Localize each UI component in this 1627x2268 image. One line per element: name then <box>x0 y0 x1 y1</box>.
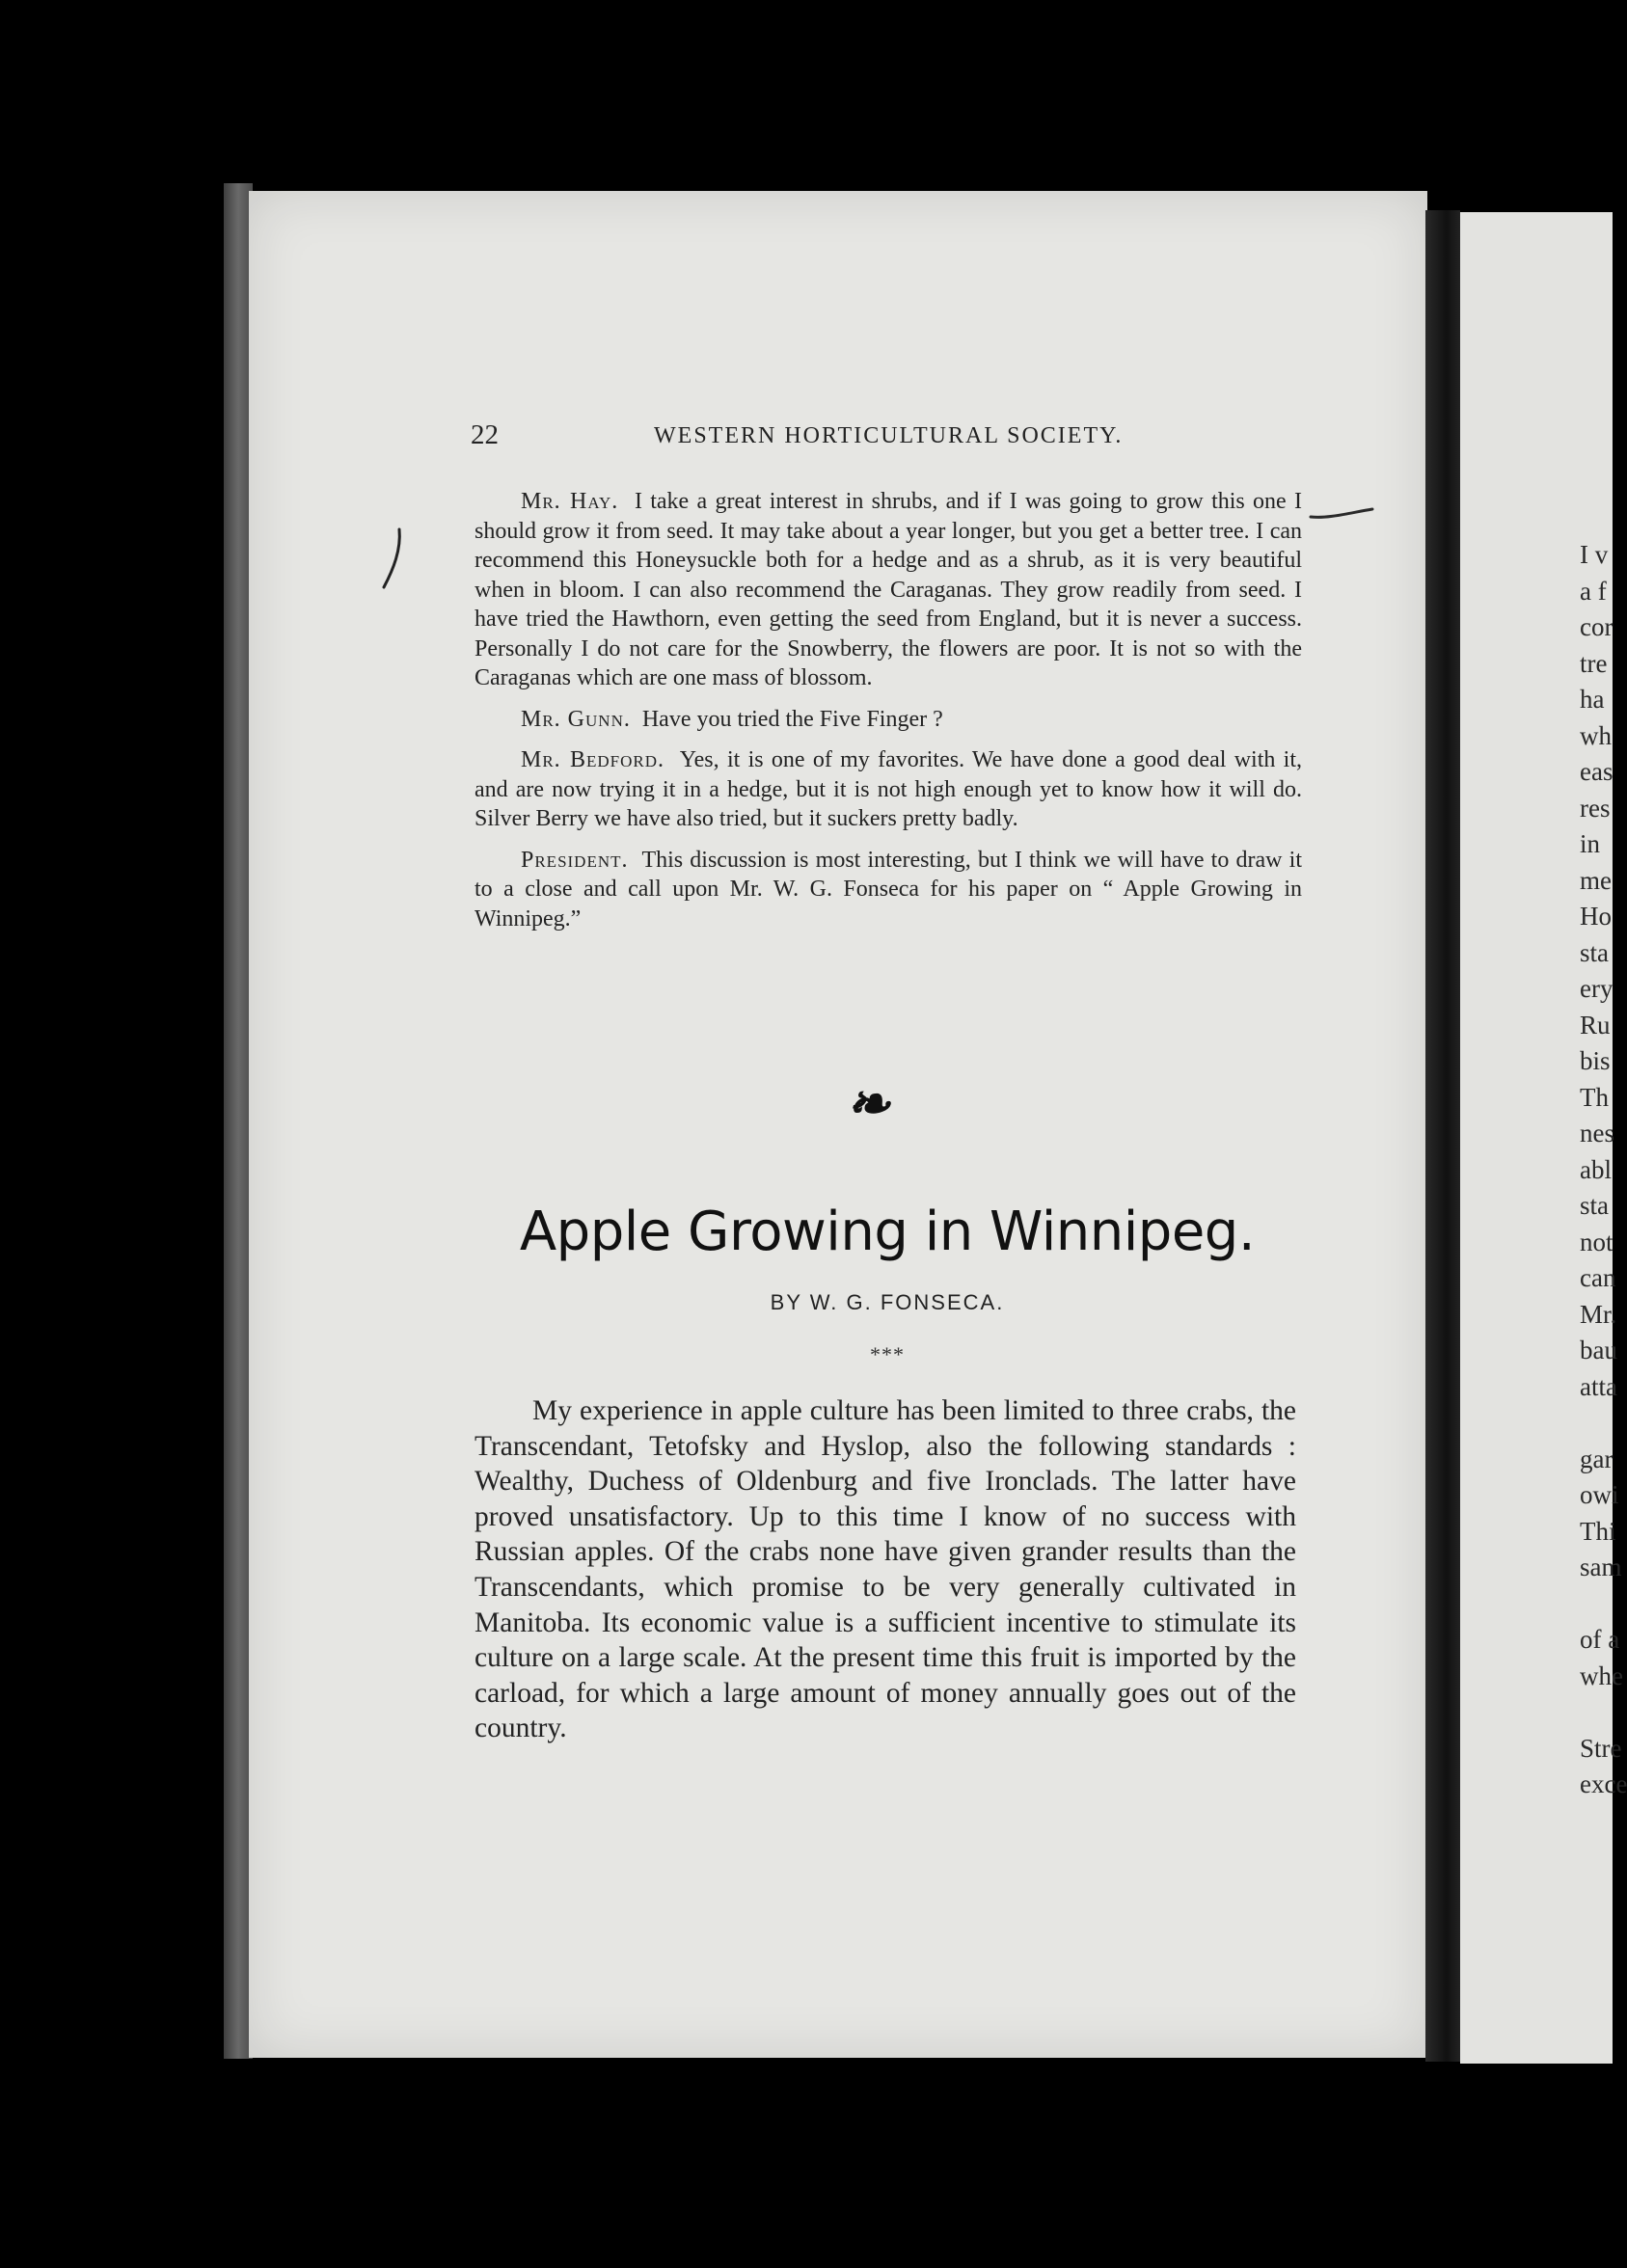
speaker-text: This discussion is most interesting, but I think we will have to draw it to a close and call upon Mr. W. G. Fonseca for his paper on “ Apple Growing in Winnipeg.” <box>475 847 1302 932</box>
discussion-paragraph-gunn <box>475 705 1302 735</box>
right-page-text-fragment: sta <box>1580 937 1609 967</box>
speaker-text: I take a great interest in shrubs, and if I was going to grow this one I should grow it from seed. It may take about a year longer, but you get a better tree. I can recommend this Honeysuckle both for a hedge and as a shrub, as it is very beautiful when in bloom. I can also recommend the Caraganas. They grow readily from seed. I have tried the Hawthorn, even getting the seed from England, but it is never a success. Personally I do not care for the Snowberry, the flowers are poor. It is not so with the Caraganas which are one mass of blossom. <box>475 489 1303 690</box>
right-page-text-fragment: sta <box>1580 1191 1609 1220</box>
discussion-paragraph-bedford <box>475 745 1302 834</box>
right-page-text-fragment: bis <box>1580 1046 1611 1075</box>
right-page-text-fragment: eas <box>1580 757 1613 786</box>
discussion-paragraph-president <box>475 846 1302 934</box>
speaker-name: Mr. Bedford. <box>521 747 664 772</box>
right-page-text-fragment: abl <box>1580 1154 1612 1184</box>
right-page-text-fragment: I v <box>1580 540 1609 569</box>
right-page-text-fragment: owi <box>1580 1480 1619 1509</box>
speaker-text: Have you tried the Five Finger ? <box>641 706 943 732</box>
right-page-text-fragment: Th <box>1580 1082 1609 1112</box>
speaker-name: President. <box>521 847 629 873</box>
right-page-text-fragment: Thi <box>1580 1516 1616 1546</box>
pencil-dash-mark <box>1307 501 1376 525</box>
right-page-text-fragment: not <box>1580 1227 1613 1256</box>
right-page-text-fragment: Mr. <box>1580 1299 1617 1329</box>
article-body <box>475 1393 1296 1746</box>
running-title: WESTERN HORTICULTURAL SOCIETY. <box>654 423 1124 448</box>
right-page-text-fragment: bau <box>1580 1336 1617 1364</box>
right-page-text-fragment: exce <box>1580 1769 1627 1798</box>
book-gutter <box>1425 210 1460 2062</box>
right-page-text-fragment: cor <box>1580 612 1613 641</box>
speaker-text: Yes, it is one of my favorites. We have done a good deal with it, and are now trying it in a hedge, but it is not high enough yet to know how it will do. Silver Berry we have also tried, but it suckers pretty badly. <box>475 747 1303 831</box>
right-page-text-fragment: a f <box>1580 576 1607 606</box>
article-paragraph: My experience in apple culture has been limited to three crabs, the Transcendant, Tetofsky and Hyslop, also the following standards : Wealthy, Duchess of Oldenburg and five Ironclads. The latter have proved unsatisfactory. Up to this time I know of no success with Russian apples. Of the crabs none have given grander results than the Transcendants, which promise to be very generally cultivated in Manitoba. Its economic value is a sufficient incentive to stimulate its culture on a large scale. At the present time this fruit is imported by the carload, for which a large amount of money annually goes out of the country. <box>475 1395 1296 1744</box>
discussion-paragraph-hay <box>475 487 1302 693</box>
right-page-text-fragment: wh <box>1580 720 1612 750</box>
article-title: Apple Growing in Winnipeg. <box>519 1201 1256 1263</box>
page-header <box>473 419 1302 458</box>
right-page-fragment <box>1460 212 1627 2064</box>
right-page-text-fragment: atta <box>1580 1371 1617 1401</box>
right-page-text-fragment: Ho <box>1580 902 1612 931</box>
right-page-text-fragment: Stre <box>1580 1733 1622 1763</box>
right-page-text-fragment: in <box>1580 829 1601 858</box>
right-page-text-fragment: of a <box>1580 1625 1620 1654</box>
right-page-text-fragment: Ru <box>1580 1010 1611 1040</box>
speaker-name: Mr. Gunn. <box>521 706 631 732</box>
asterism-divider: *** <box>870 1342 905 1366</box>
article-byline: BY W. G. FONSECA. <box>770 1290 1005 1314</box>
right-page-text-fragment: me <box>1580 865 1612 895</box>
right-page-text-fragment: whe <box>1580 1660 1623 1690</box>
discussion-block <box>475 487 1302 933</box>
right-page-text-fragment: tre <box>1580 648 1608 678</box>
right-page-text-fragment: ha <box>1580 685 1605 714</box>
page-number: 22 <box>471 419 499 450</box>
speaker-name: Mr. Hay. <box>521 489 619 514</box>
right-page-text-fragment: nes <box>1580 1119 1614 1148</box>
right-page-text-fragment: gar <box>1580 1444 1613 1473</box>
section-ornament-icon: ❧ <box>846 1072 890 1134</box>
right-page-text-fragment: res <box>1580 793 1611 823</box>
pencil-margin-mark <box>378 526 407 593</box>
right-page-text-fragment: sam <box>1580 1552 1622 1581</box>
right-page-text-fragment: can <box>1580 1263 1616 1292</box>
right-page-text-fragment: ery <box>1580 974 1613 1003</box>
